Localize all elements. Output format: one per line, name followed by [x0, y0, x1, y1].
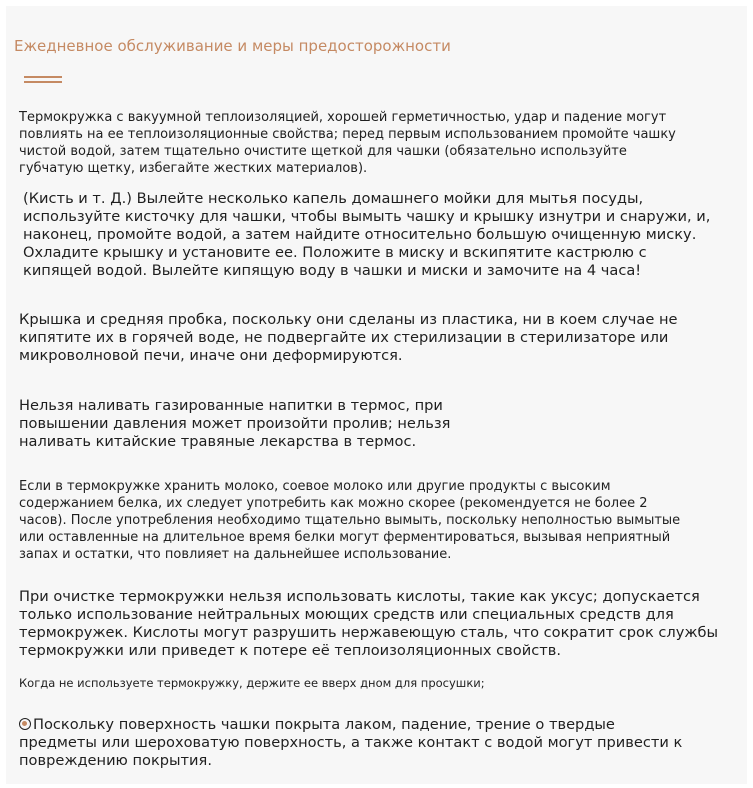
divider-line	[24, 76, 62, 78]
paragraph-cleaning-steps: (Кисть и т. Д.) Вылейте несколько капель домашнего мойки для мытья посуды, используйте кисточку для чашки, чтобы вымыть чашку и крышку изнутри и снаружи, и, наконец, промойте водой, а затем найдите относительно большую очищенную миску. Охладите крышку и установите ее. Положите в миску и вскипятите кастрюлю с кипящей водой. Вылейте кипящую воду в чашки и миски и замочите на 4 часа!	[23, 190, 711, 279]
paragraph-coating-text: Поскольку поверхность чашки покрыта лаком, падение, трение о твердые предметы или шероховатую поверхность, а также контакт с водой могут привести к повреждению покрытия.	[19, 716, 683, 769]
paragraph-coating-warning	[19, 716, 682, 770]
paragraph-milk-warning: Если в термокружке хранить молоко, соевое молоко или другие продукты с высоким содержанием белка, их следует употребить как можно скорее (рекомендуется не более 2 часов). После употребления необходимо тщательно вымыть, поскольку неполностью вымытые или оставленные на длительное время белки могут ферментироваться, вызывая неприятный запах и остатки, что повлияет на дальнейшее использование.	[19, 479, 681, 562]
page-title: Ежедневное обслуживание и меры предосторожности	[14, 37, 451, 55]
circle-bullet-icon	[19, 718, 31, 730]
divider-line	[24, 81, 62, 83]
paragraph-lid-warning: Крышка и средняя пробка, поскольку они сделаны из пластика, ни в коем случае не кипятите их в горячей воде, не подвергайте их стерилизации в стерилизаторе или микроволновой печи, иначе они деформируются.	[19, 311, 678, 364]
paragraph-acid-warning: При очистке термокружки нельзя использовать кислоты, такие как уксус; допускается только использование нейтральных моющих средств или специальных средств для термокружек. Кислоты могут разрушить нержавеющую сталь, что сократит срок службы термокружки или приведет к потере её теплоизоляционных свойств.	[19, 588, 719, 659]
paragraph-storage-tip: Когда не используете термокружку, держите ее вверх дном для просушки;	[19, 676, 485, 690]
paragraph-intro: Термокружка с вакуумной теплоизоляцией, хорошей герметичностью, удар и падение могут повлиять на ее теплоизоляционные свойства; перед первым использованием промойте чашку чистой водой, затем тщательно очистите щеткой для чашки (обязательно используйте губчатую щетку, избегайте жестких материалов).	[19, 110, 676, 176]
paragraph-carbonated-warning: Нельзя наливать газированные напитки в термос, при повышении давления может произойти пролив; нельзя наливать китайские травяные лекарства в термос.	[19, 397, 451, 450]
